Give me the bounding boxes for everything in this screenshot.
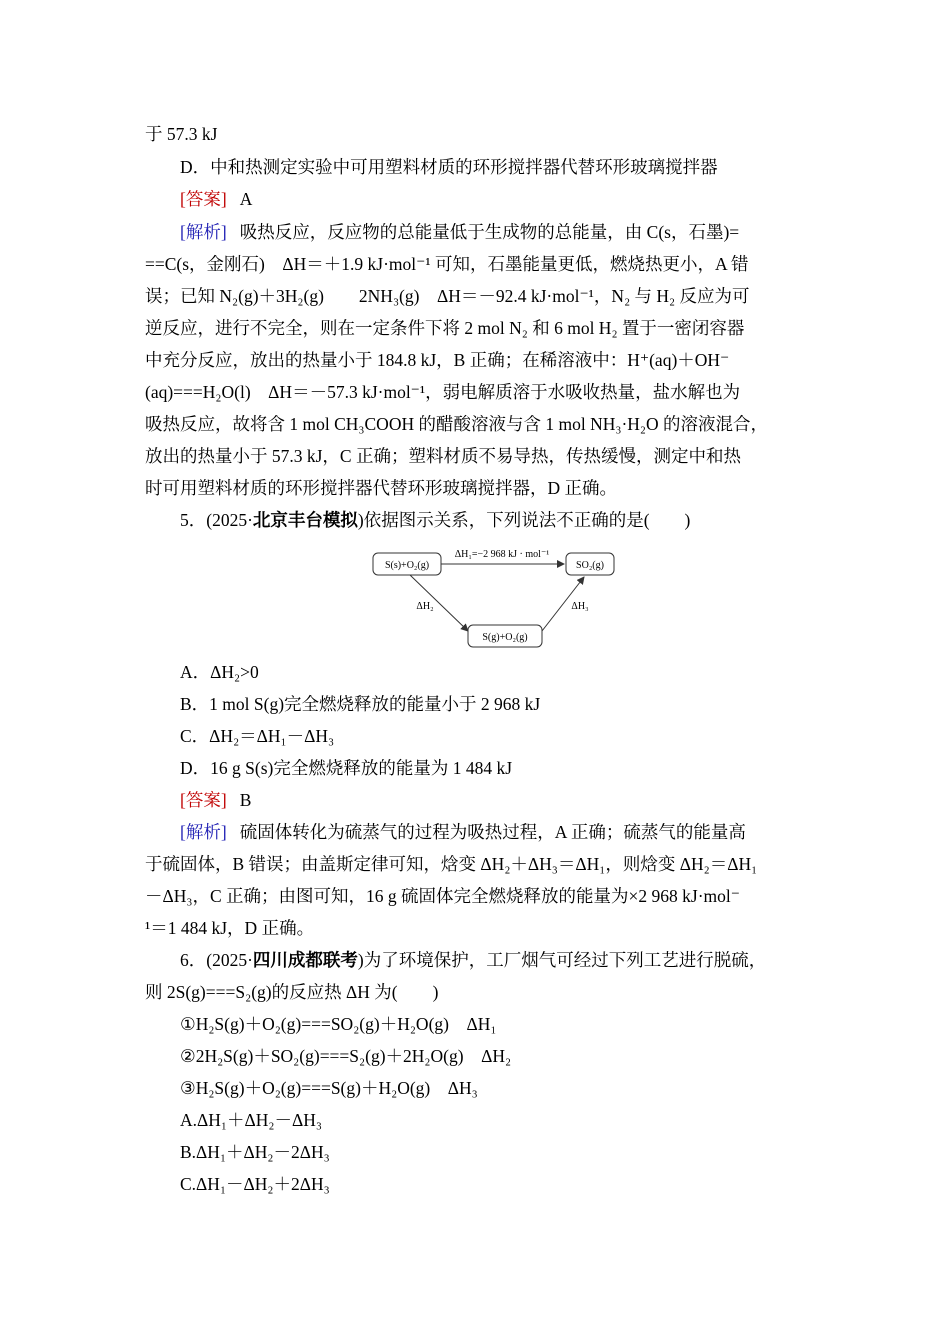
option-a-q6: A.ΔH₁＋ΔH₂－ΔH₃ bbox=[180, 1110, 322, 1130]
option-b-q6: B.ΔH₁＋ΔH₂－2ΔH₃ bbox=[180, 1142, 330, 1162]
answer-value: A bbox=[239, 189, 253, 209]
analysis-q4-line2: ==C(s，金刚石) ΔH＝＋1.9 kJ·mol⁻¹ 可知，石墨能量更低，燃烧热更小，A 错 bbox=[145, 254, 749, 274]
label-dh2: ΔH₂ bbox=[416, 601, 434, 612]
text-line: 于 57.3 kJ bbox=[145, 124, 218, 144]
question-6-line2: 则 2S(g)===S₂(g)的反应热 ΔH 为( ) bbox=[145, 982, 439, 1002]
analysis-q4-line7: 吸热反应，故将含 1 mol CH₃COOH 的醋酸溶液与含 1 mol NH₃·H₂O 的溶液混合， bbox=[145, 414, 769, 434]
q6-stem: )为了环境保护，工厂烟气可经过下列工艺进行脱硫， bbox=[357, 950, 767, 970]
q5-stem: )依据图示关系，下列说法不正确的是( ) bbox=[357, 510, 691, 530]
reaction-3: ③H₂S(g)＋O₂(g)===S(g)＋H₂O(g) ΔH₃ bbox=[180, 1078, 478, 1098]
analysis-q4-line4: 逆反应，进行不完全，则在一定条件下将 2 mol N₂ 和 6 mol H₂ 置于一密闭容器 bbox=[145, 318, 745, 338]
answer-q4 bbox=[180, 187, 810, 211]
option-c-q6: C.ΔH₁－ΔH₂＋2ΔH₃ bbox=[180, 1174, 330, 1194]
answer-value: B bbox=[239, 790, 252, 810]
question-5 bbox=[180, 508, 810, 532]
analysis-q4-line1 bbox=[180, 220, 810, 244]
answer-q5 bbox=[180, 788, 810, 812]
q6-source: 四川成都联考 bbox=[252, 950, 358, 970]
analysis-q4-line5: 中充分反应，放出的热量小于 184.8 kJ，B 正确；在稀溶液中：H⁺(aq)＋OH⁻ bbox=[145, 350, 730, 370]
label-dh3: ΔH₃ bbox=[571, 601, 589, 612]
option-d-q4: D．中和热测定实验中可用塑料材质的环形搅拌器代替环形玻璃搅拌器 bbox=[180, 157, 718, 177]
energy-cycle-diagram bbox=[370, 543, 620, 653]
reaction-1: ①H₂S(g)＋O₂(g)===SO₂(g)＋H₂O(g) ΔH₁ bbox=[180, 1014, 497, 1034]
analysis-tag: [解析] bbox=[180, 222, 227, 242]
analysis-tag: [解析] bbox=[180, 822, 227, 842]
analysis-q4-line8: 放出的热量小于 57.3 kJ，C 正确；塑料材质不易导热，传热缓慢，测定中和热 bbox=[145, 446, 741, 466]
reaction-2: ②2H₂S(g)＋SO₂(g)===S₂(g)＋2H₂O(g) ΔH₂ bbox=[180, 1046, 512, 1066]
analysis-q4-line3: 误；已知 N₂(g)＋3H₂(g) 2NH₃(g) ΔH＝－92.4 kJ·mol⁻¹，N₂ 与 H₂ 反应为可 bbox=[145, 286, 750, 306]
analysis-q4-line6: (aq)===H₂O(l) ΔH＝－57.3 kJ·mol⁻¹，弱电解质溶于水吸收热量，盐水解也为 bbox=[145, 382, 741, 402]
analysis-q5-line1 bbox=[180, 820, 810, 844]
analysis-text: 硫固体转化为硫蒸气的过程为吸热过程，A 正确；硫蒸气的能量高 bbox=[239, 822, 746, 842]
q6-number: 6．(2025· bbox=[180, 950, 253, 970]
answer-tag: [答案] bbox=[180, 790, 227, 810]
question-6 bbox=[180, 948, 810, 972]
answer-tag: [答案] bbox=[180, 189, 227, 209]
option-b-q5: B．1 mol S(g)完全燃烧释放的能量小于 2 968 kJ bbox=[180, 694, 541, 714]
label-dh1: ΔH₁=−2 968 kJ · mol⁻¹ bbox=[454, 549, 550, 560]
option-d-q5: D．16 g S(s)完全燃烧释放的能量为 1 484 kJ bbox=[180, 758, 513, 778]
q5-number: 5．(2025· bbox=[180, 510, 253, 530]
analysis-q5-line3: －ΔH₃，C 正确；由图可知，16 g 硫固体完全燃烧释放的能量为×2 968 kJ·mol⁻ bbox=[145, 886, 741, 906]
option-a-q5: A．ΔH₂>0 bbox=[180, 662, 259, 682]
analysis-q5-line4: ¹＝1 484 kJ，D 正确。 bbox=[145, 918, 315, 938]
option-c-q5: C．ΔH₂＝ΔH₁－ΔH₃ bbox=[180, 726, 335, 746]
analysis-q4-line9: 时可用塑料材质的环形搅拌器代替环形玻璃搅拌器，D 正确。 bbox=[145, 478, 618, 498]
analysis-q5-line2: 于硫固体，B 错误；由盖斯定律可知，焓变 ΔH₂＋ΔH₃＝ΔH₁，则焓变 ΔH₂＝ΔH₁ bbox=[145, 854, 758, 874]
analysis-text: 吸热反应，反应物的总能量低于生成物的总能量，由 C(s，石墨)= bbox=[239, 222, 740, 242]
box-so2-label: SO₂(g) bbox=[576, 560, 604, 571]
box-s-gas-label: S(g)+O₂(g) bbox=[482, 632, 528, 643]
q5-source: 北京丰台模拟 bbox=[252, 510, 358, 530]
box-s-solid-label: S(s)+O₂(g) bbox=[384, 560, 430, 571]
